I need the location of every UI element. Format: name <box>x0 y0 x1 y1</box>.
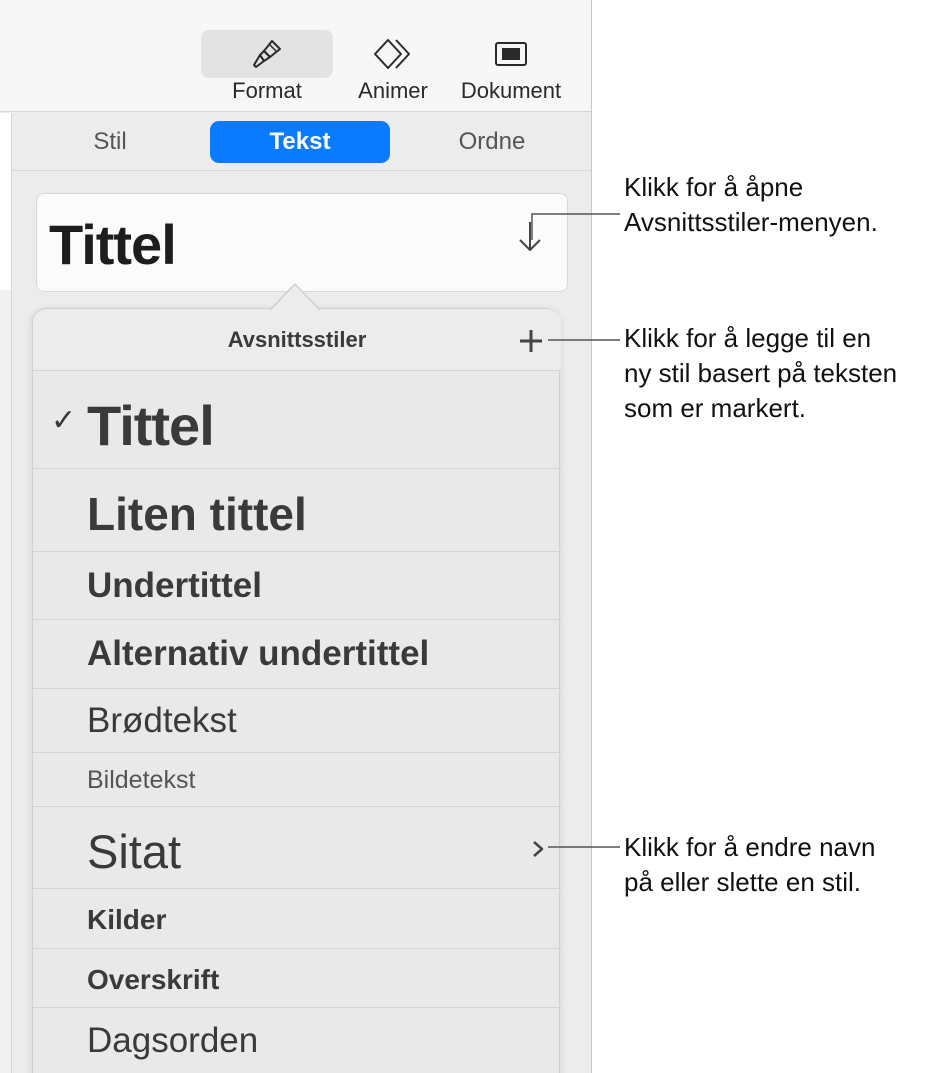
popover-title: Avsnittsstiler <box>227 327 367 352</box>
style-item-label: Tittel <box>87 394 214 457</box>
plus-icon[interactable] <box>517 327 545 355</box>
toolbar <box>0 0 592 112</box>
callout-line: Klikk for å åpne <box>624 172 804 202</box>
style-item-label: Kilder <box>87 904 167 935</box>
style-item-label: Undertittel <box>87 566 262 605</box>
style-item-label: Alternativ undertittel <box>87 634 430 673</box>
tab-stil[interactable]: Stil <box>93 128 127 155</box>
down-arrow-icon <box>515 216 545 256</box>
tab-tekst[interactable]: Tekst <box>210 121 390 163</box>
style-item-label: Brødtekst <box>87 701 237 740</box>
tab-ordne[interactable]: Ordne <box>458 128 526 155</box>
style-item-brodtekst[interactable] <box>33 689 561 753</box>
callout-line: Klikk for å endre navn <box>624 832 876 862</box>
tab-bar <box>12 113 592 171</box>
style-item-dagsorden[interactable] <box>33 1008 561 1073</box>
style-item-overskrift[interactable] <box>33 949 561 1008</box>
callout-line: som er markert. <box>624 393 807 423</box>
style-item-bildetekst[interactable] <box>33 753 561 807</box>
document-label: Dokument <box>460 78 562 103</box>
style-item-label: Sitat <box>87 825 182 878</box>
current-style-label: Tittel <box>49 213 176 276</box>
paragraph-styles-popover <box>32 308 560 1073</box>
callout-add-style <box>624 321 897 426</box>
style-item-sitat[interactable] <box>33 807 561 889</box>
popover-pointer <box>270 283 320 311</box>
callout-line: ny stil basert på teksten <box>624 358 898 388</box>
style-item-tittel[interactable] <box>33 371 561 469</box>
style-item-label: Dagsorden <box>87 1021 259 1060</box>
chevron-right-icon[interactable] <box>531 839 545 859</box>
style-item-undertittel[interactable] <box>33 552 561 620</box>
checkmark-icon: ✓ <box>51 404 77 437</box>
style-item-liten-tittel[interactable] <box>33 469 561 552</box>
paintbrush-icon <box>201 36 333 72</box>
document-button[interactable] <box>445 30 577 106</box>
style-item-kilder[interactable] <box>33 889 561 949</box>
callout-line: på eller slette en stil. <box>624 867 862 897</box>
callout-edit-style <box>624 830 875 900</box>
callout-open-menu <box>624 170 878 240</box>
style-item-alternativ-undertittel[interactable] <box>33 620 561 689</box>
diamond-icon <box>327 36 459 72</box>
document-icon <box>445 36 577 72</box>
style-item-label: Overskrift <box>87 964 220 995</box>
callout-line: Avsnittsstiler-menyen. <box>624 207 878 237</box>
popover-header <box>33 309 561 371</box>
format-label: Format <box>232 78 302 103</box>
style-item-label: Liten tittel <box>87 488 307 540</box>
document-canvas-edge-lower <box>0 290 12 1073</box>
paragraph-style-selector[interactable] <box>36 193 568 292</box>
animate-label: Animer <box>358 78 428 103</box>
callout-line: Klikk for å legge til en <box>624 323 872 353</box>
style-item-label: Bildetekst <box>87 766 196 794</box>
